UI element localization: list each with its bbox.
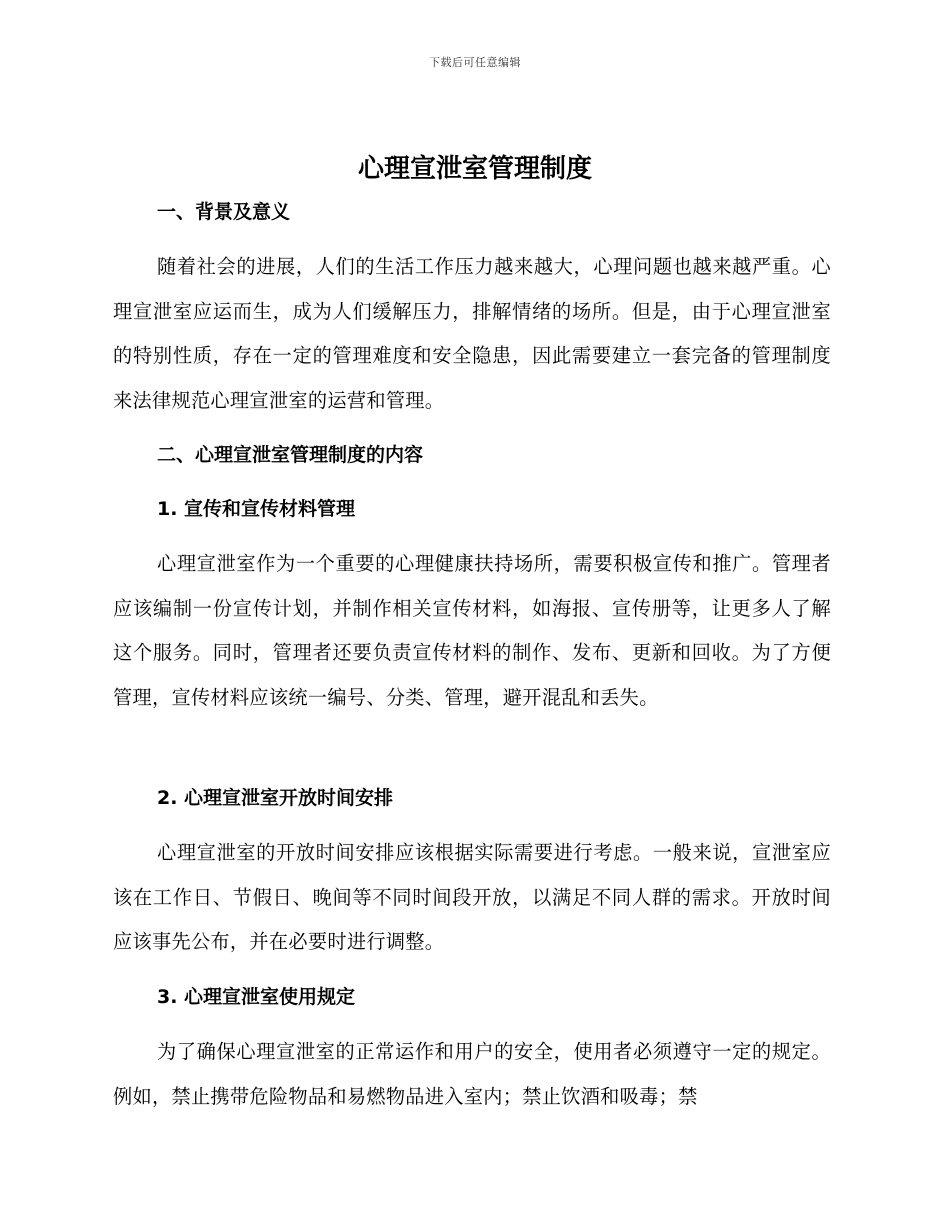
paragraph-usage-rules: 为了确保心理宣泄室的正常运作和用户的安全，使用者必须遵守一定的规定。例如，禁止携带危险物品和易燃物品进入室内；禁止饮酒和吸毒；禁 — [113, 1040, 831, 1108]
subsection-heading-usage-rules: 3. 心理宣泄室使用规定 — [157, 986, 356, 1008]
header-note: 下载后可任意编辑 — [429, 56, 521, 69]
paragraph-opening-hours: 心理宣泄室的开放时间安排应该根据实际需要进行考虑。一般来说，宣泄室应该在工作日、节假日、晚间等不同时间段开放，以满足不同人群的需求。开放时间应该事先公布，并在必要时进行调整。 — [113, 841, 831, 953]
paragraph-publicity: 心理宣泄室作为一个重要的心理健康扶持场所，需要积极宣传和推广。管理者应该编制一份宣传计划，并制作相关宣传材料，如海报、宣传册等，让更多人了解这个服务。同时，管理者还要负责宣传材料的制作、发布、更新和回收。为了方便管理，宣传材料应该统一编号、分类、管理，避开混乱和丢失。 — [113, 552, 831, 709]
subsection-heading-opening-hours: 2. 心理宣泄室开放时间安排 — [157, 787, 394, 809]
section-heading-background: 一、背景及意义 — [157, 201, 291, 223]
document-title: 心理宣泄室管理制度 — [357, 154, 592, 184]
section-heading-content: 二、心理宣泄室管理制度的内容 — [157, 444, 424, 466]
paragraph-background: 随着社会的进展，人们的生活工作压力越来越大，心理问题也越来越严重。心理宣泄室应运而生，成为人们缓解压力，排解情绪的场所。但是，由于心理宣泄室的特别性质，存在一定的管理难度和安全隐患，因此需要建立一套完备的管理制度来法律规范心理宣泄室的运营和管理。 — [113, 255, 831, 412]
subsection-heading-publicity: 1. 宣传和宣传材料管理 — [157, 498, 356, 520]
